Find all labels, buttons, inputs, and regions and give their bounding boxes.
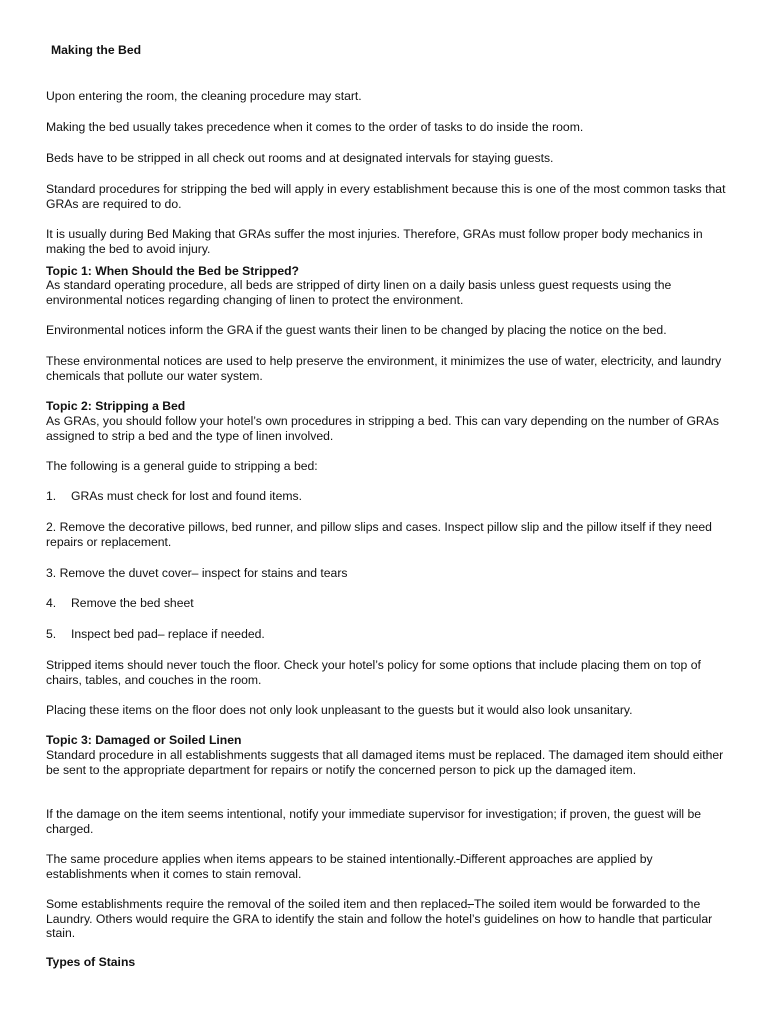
topic3-paragraph-2: If the damage on the item seems intentional, notify your immediate supervisor for investigation; if proven, the guest will be charged. [46,807,702,836]
topic2-heading: Topic 2: Stripping a Bed [46,399,186,413]
step-number: 5. [46,627,57,641]
paragraph-text: Different approaches are applied by establishments when it comes to stain removal. [46,852,653,881]
topic2-after-paragraph-2: Placing these items on the floor does not only look unpleasant to the guests but it would also look unsanitary. [46,703,633,717]
step-5 [46,627,726,642]
intro-paragraph-3: Beds have to be stripped in all check out rooms and at designated intervals for staying guests. [46,151,554,165]
topic1-paragraph-2: Environmental notices inform the GRA if the guest wants their linen to be changed by placing the notice on the bed. [46,323,667,337]
step-1 [46,489,726,504]
intro-paragraph-5: It is usually during Bed Making that GRAs suffer the most injuries. Therefore, GRAs must follow proper body mechanics in making the bed to avoid injury. [46,227,703,256]
step-number: 3. [46,566,57,580]
intro-paragraph-1: Upon entering the room, the cleaning procedure may start. [46,89,362,103]
step-2 [46,520,726,549]
topic3-heading: Topic 3: Damaged or Soiled Linen [46,733,242,747]
topic3-paragraph-4 [46,897,726,941]
step-text: Remove the decorative pillows, bed runner, and pillow slips and cases. Inspect pillow slip and the pillow itself if they need repairs or replacement. [46,520,712,549]
intro-paragraph-2: Making the bed usually takes precedence when it comes to the order of tasks to do inside the room. [46,120,584,134]
paragraph-text: The same procedure applies when items appears to be stained intentionally. [46,852,457,866]
topic1-paragraph-3: These environmental notices are used to help preserve the environment, it minimizes the use of water, electricity, and laundry chemicals that pollute our water system. [46,354,722,383]
step-text: Remove the duvet cover– inspect for stains and tears [59,566,348,580]
types-of-stains-heading: Types of Stains [46,955,136,969]
topic3-paragraph-1: Standard procedure in all establishments suggests that all damaged items must be replaced. The damaged item should either be sent to the appropriate department for repairs or notify the concerned person to pick up the damaged item. [46,748,724,777]
step-number: 1. [46,489,57,503]
step-4 [46,596,726,611]
step-3 [46,566,726,581]
step-text: Inspect bed pad– replace if needed. [71,627,265,641]
intro-paragraph-4: Standard procedures for stripping the bed will apply in every establishment because this is one of the most common tasks that GRAs are required to do. [46,182,726,211]
step-number: 4. [46,596,57,610]
topic3-paragraph-3 [46,852,726,881]
document-title: Making the Bed [51,43,142,57]
step-text: Remove the bed sheet [71,596,194,610]
deleted-text: . [467,897,474,911]
paragraph-text: Some establishments require the removal of the soiled item and then replaced [46,897,468,911]
step-text: GRAs must check for lost and found items. [71,489,302,503]
topic1-heading: Topic 1: When Should the Bed be Stripped? [46,264,299,278]
topic2-paragraph-2: The following is a general guide to stripping a bed: [46,459,318,473]
topic2-paragraph-1: As GRAs, you should follow your hotel’s own procedures in stripping a bed. This can vary depending on the number of GRAs assigned to strip a bed and the type of linen involved. [46,414,719,443]
step-number: 2. [46,520,57,534]
topic2-after-paragraph-1: Stripped items should never touch the floor. Check your hotel’s policy for some options that include placing them on top of chairs, tables, and couches in the room. [46,658,701,687]
paragraph-text: The soiled item would be forwarded to the Laundry. Others would require the GRA to identify the stain and follow the hotel’s guidelines on how to handle that particular stain. [46,897,713,941]
topic1-paragraph-1: As standard operating procedure, all beds are stripped of dirty linen on a daily basis unless guest requests using the environmental notices regarding changing of linen to protect the environment. [46,278,672,307]
